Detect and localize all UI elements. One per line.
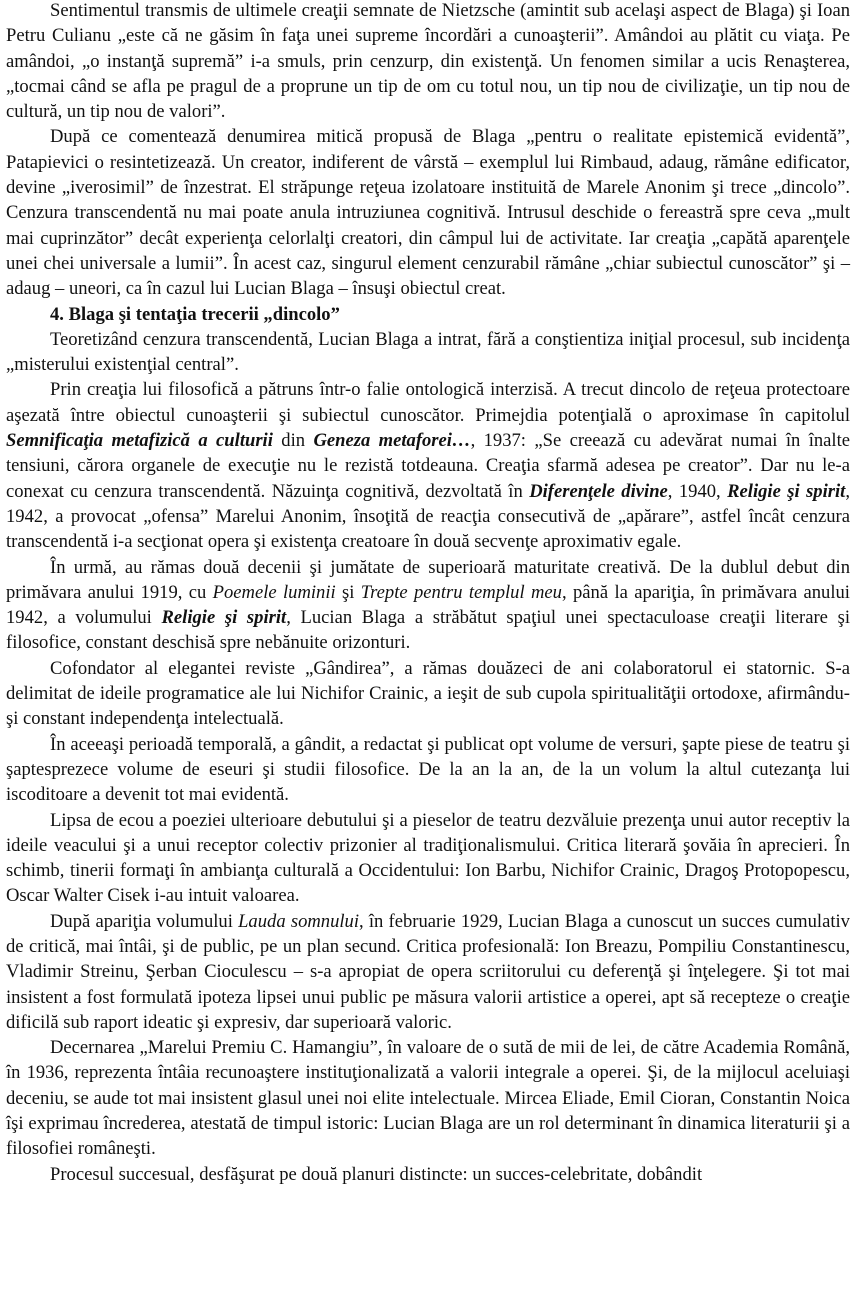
emphasized-text: Poemele luminii (212, 581, 336, 603)
intro-paragraphs (6, 0, 850, 302)
paragraph (6, 732, 850, 808)
paragraph-text: În aceeaşi perioadă temporală, a gândit, a redactat şi publicat opt volume de versuri, şapte piese de teatru şi şaptesprezece volume de eseuri şi studii filosofice. De la an la an, de la un volum la altul cutezanţa lui iscoditoare a devenit tot mai evidentă. (6, 733, 850, 806)
emphasized-text: Religie şi spirit (727, 480, 846, 502)
paragraph-text: , până la apariţia, în primăvara anului 1942, a volumului (6, 581, 850, 629)
paragraph-text: În urmă, au rămas două decenii şi jumătate de superioară maturitate creativă. De la dublul debut din primăvara anului 1919, cu (6, 556, 850, 603)
paragraph (6, 0, 850, 124)
paragraph-text: Cofondator al elegantei reviste „Gândirea”, a rămas douăzeci de ani colaboratorul ei statornic. S-a delimitat de ideile programatice ale lui Nichifor Crainic, a ieşit de sub cupola spiritualităţii ortodoxe, afirmându-şi constant independenţa intelectuală. (6, 657, 850, 730)
paragraph-text: Lipsa de ecou a poeziei ulterioare debutului şi a pieselor de teatru dezvăluie prezenţa unui autor receptiv la ideile veacului şi a unui receptor colectiv prizonier al tradiţionalismului. Critica literară şovăia în aprecieri. În schimb, tinerii formaţi în ambianţa culturală a Occidentului: Ion Barbu, Nichifor Crainic, Dragoş Protopopescu, Oscar Walter Cisek i-au intuit valoarea. (6, 809, 850, 907)
emphasized-text: Diferenţele divine (529, 480, 668, 502)
paragraph-text: , 1937: „Se creează cu adevărat numai în înalte tensiuni, cărora organele de execuţie nu le rezistă totdeauna. Creaţia sfarmă adesea pe creator”. Dar nu le-a conexat cu cenzura transcendentă. Năzuinţa cognitivă, dezvoltată în (6, 430, 850, 502)
emphasized-text: Religie şi spirit (161, 607, 287, 629)
paragraph-text: Decernarea „Marelui Premiu C. Hamangiu”, în valoare de o sută de mii de lei, de către Academia Română, în 1936, reprezenta întâia recunoaştere instituţionalizată a valorii integrale a operei. Şi, de la mijlocul aceluiaşi deceniu, se aude tot mai insistent glasul unei noi elite intelectuale. Mircea Eliade, Emil Cioran, Constantin Noica îşi exprimau încrederea, atestată de timpul istoric: Lucian Blaga are un rol determinant în dinamica literaturii şi a filosofiei româneşti. (6, 1037, 850, 1160)
emphasized-text: Lauda somnului (238, 910, 360, 932)
paragraph (6, 1162, 850, 1187)
paragraph (6, 124, 850, 301)
paragraph-text: , Lucian Blaga a străbătut spaţiul unei spectaculoase creaţii literare şi filosofice, constant deschisă spre nebănuite orizonturi. (6, 607, 850, 654)
paragraph (6, 808, 850, 909)
paragraph (6, 327, 850, 378)
emphasized-text: Geneza metaforei… (313, 430, 471, 452)
paragraph-text: , în februarie 1929, Lucian Blaga a cunoscut un succes cumulativ de critică, mai întâi, şi de public, pe un plan secund. Critica profesională: Ion Breazu, Pompiliu Constantinescu, Vladimir Streinu, Şerban Cioculescu – s-a apropiat de opera scriitorului cu deferenţă şi înţelegere. Şi tot mai insistent a fost formulată ipoteza lipsei unui public pe măsura valorii artistice a operei, apt să recepteze o creaţie dificilă sub raport ideatic şi expresiv, dar superioară valoric. (6, 910, 850, 1033)
emphasized-text: Semnificaţia metafizică a culturii (6, 430, 273, 452)
emphasized-text: Trepte pentru templul meu (360, 581, 562, 603)
section-heading: 4. Blaga şi tentaţia trecerii „dincolo” (50, 303, 340, 325)
paragraph-text: , 1942, a provocat „ofensa” Marelui Anonim, însoţită de reacţia consecutivă de „apărare”, astfel încât cenzura transcendentă i-a secţionat opera şi existenţa creatoare în două secvenţe aproximativ egale. (6, 480, 850, 553)
paragraph-text: După ce comentează denumirea mitică propusă de Blaga „pentru o realitate epistemică evidentă”, Patapievici o resintetizează. Un creator, indiferent de vârstă – exemplul lui Rimbaud, adaug, rămâne edificator, devine „iverosimil” de înzestrat. El străpunge reţeua izolatoare instituită de Marele Anonim şi trece „dincolo”. Cenzura transcendentă nu mai poate anula intruziunea cognitivă. Intrusul deschide o fereastră spre ceva „mult mai cuprinzător” decât experienţa celorlalţi creatori, din câmpul lui de activitate. Iar creaţia „capătă aparenţele unei chei universale a lumii”. În acest caz, singurul element cenzurabil rămâne „chiar subiectul cunoscător” şi – adaug – uneori, ca în cazul lui Lucian Blaga – însuşi obiectul creat. (6, 126, 850, 300)
paragraph (6, 555, 850, 656)
document-page (6, 0, 850, 1187)
paragraph (6, 1035, 850, 1161)
paragraph-text: După apariţia volumului (50, 910, 239, 932)
section-paragraphs (6, 327, 850, 1187)
paragraph-text: , 1940, (667, 480, 728, 502)
paragraph-text: Sentimentul transmis de ultimele creaţii semnate de Nietzsche (amintit sub acelaşi aspect de Blaga) şi Ioan Petru Culianu „este că ne găsim în faţa unei supreme încordări a cunoaşterii”. Amândoi au plătit cu viaţa. Pe amândoi, „o instanţă supremă” i-a smuls, prin cenzurp, din existenţă. Un fenomen similar a ucis Renaşterea, „tocmai când se afla pe pragul de a proprune un tip de om cu totul nou, un tip nou de civilizaţie, un tip nou de cultură, un tip nou de valori”. (6, 0, 850, 123)
paragraph-text: Prin creaţia lui filosofică a pătruns într-o falie ontologică interzisă. A trecut dincolo de reţeua protectoare aşezată între obiectul cunoaşterii şi subiectul cunoscător. Primejdia potenţială o aproximase în capitolul (6, 379, 850, 426)
paragraph-text: şi (335, 581, 361, 603)
paragraph (6, 377, 850, 554)
paragraph-text: din (272, 430, 314, 452)
paragraph (6, 909, 850, 1035)
paragraph (6, 656, 850, 732)
paragraph-text: Teoretizând cenzura transcendentă, Lucian Blaga a intrat, fără a conştientiza iniţial procesul, sub incidenţa „misterului existenţial central”. (6, 328, 850, 376)
paragraph-text: Procesul succesual, desfăşurat pe două planuri distincte: un succes-celebritate, dobândit (50, 1163, 703, 1185)
